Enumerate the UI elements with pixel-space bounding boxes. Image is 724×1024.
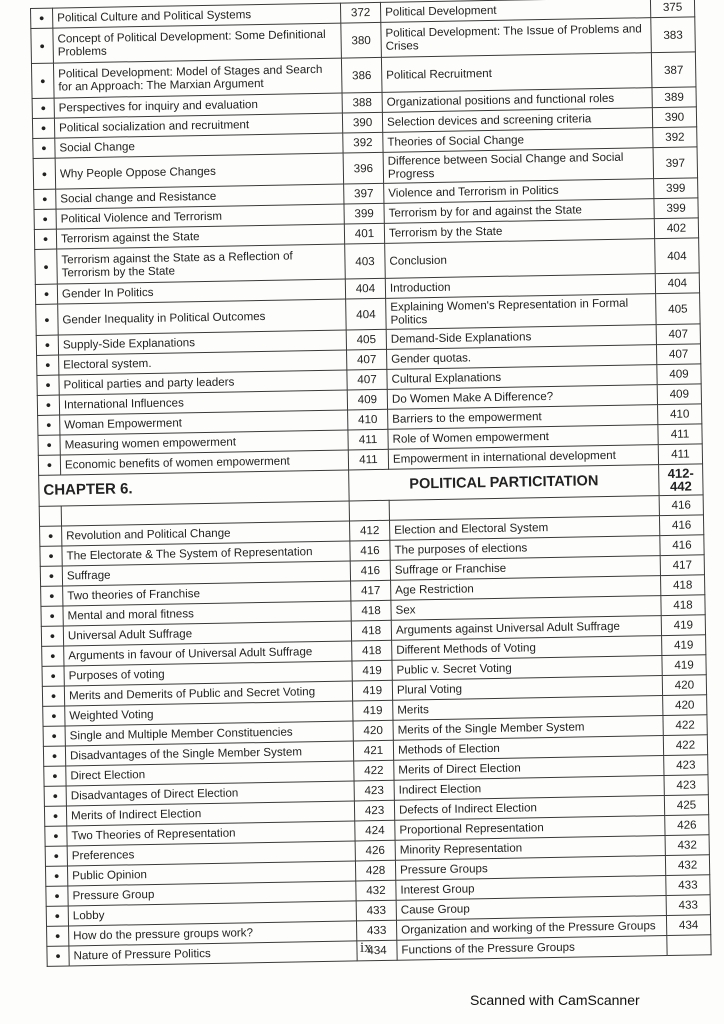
chapter-page-range: 412-442 [659,464,704,496]
toc-rows-before-chapter [31,0,703,475]
left-topic: Universal Adult Suffrage [63,621,351,646]
bullet-cell [44,806,66,826]
bullet-icon: ● [40,102,47,113]
right-topic: Demand-Side Explanations [386,325,656,350]
bullet-icon: ● [52,770,58,781]
bullet-icon: ● [42,193,48,204]
scanner-watermark: Scanned with CamScanner [470,992,640,1008]
right-page-number: 392 [653,127,697,148]
right-topic: Empowerment in international development [388,445,658,470]
toc-table [30,0,712,967]
right-topic: Terrorism by the State [384,219,654,244]
right-topic: Functions of the Pressure Groups [397,936,667,961]
bullet-cell [34,229,56,249]
right-topic: Interest Group [396,876,666,901]
right-topic: Explaining Women's Representation in Formal Politics [386,294,656,330]
right-topic: Introduction [385,274,655,299]
bullet-cell [41,586,63,606]
left-page-number [349,500,389,521]
bullet-cell [44,766,66,786]
right-page-number: 422 [663,735,707,756]
right-topic: Political Recruitment [381,53,652,93]
left-topic: Arguments in favour of Universal Adult Suffrage [64,641,352,666]
right-page-number: 407 [656,324,700,345]
bullet-cell [35,249,58,284]
right-page-number: 397 [653,147,698,179]
left-topic: Preferences [67,841,355,866]
bullet-cell [41,606,63,626]
right-topic: Defects of Indirect Election [394,796,664,821]
right-page-number: 420 [662,675,706,696]
right-page-number: 422 [663,715,707,736]
bullet-cell [39,506,61,526]
left-page-number: 424 [355,820,395,841]
left-page-number: 419 [353,700,393,721]
left-page-number: 407 [347,369,387,390]
right-page-number: 411 [658,444,702,465]
bullet-cell [37,375,59,395]
right-page-number [667,935,711,956]
bullet-cell [46,906,68,926]
right-page-number: 399 [654,198,698,219]
right-topic: Merits of the Single Member System [393,716,663,741]
left-page-number: 412 [350,520,390,541]
left-page-number: 423 [354,780,394,801]
bullet-cell [37,355,59,375]
bullet-icon: ● [45,379,51,390]
bullet-icon: ● [51,750,58,761]
right-page-number: 399 [654,178,698,199]
left-topic: Two theories of Franchise [63,581,351,606]
right-page-number: 416 [660,535,704,556]
page-number: ix [360,940,372,956]
left-topic: Pressure Group [68,881,356,906]
bullet-cell [45,866,67,886]
bullet-cell [37,395,59,415]
left-topic: Weighted Voting [65,701,353,726]
bullet-icon: ● [42,213,48,224]
left-page-number: 404 [346,298,387,330]
bullet-cell [42,686,64,706]
left-topic: Concept of Political Development: Some Definitional Problems [53,23,342,63]
right-page-number: 423 [664,775,708,796]
right-page-number: 383 [651,17,696,53]
left-topic: Purposes of voting [64,661,352,686]
bullet-cell [42,666,64,686]
bullet-icon: ● [40,122,47,133]
bullet-icon: ● [47,530,54,541]
bullet-icon: ● [39,75,46,86]
right-topic: Terrorism by for and against the State [384,199,654,224]
left-page-number: 407 [347,349,387,370]
left-page-number: 401 [344,223,384,244]
right-page-number: 419 [661,615,705,636]
left-page-number: 410 [348,409,388,430]
left-page-number: 405 [346,329,386,350]
right-topic: Cause Group [396,896,666,921]
bullet-cell [35,284,57,304]
left-topic: The Electorate & The System of Representation [62,541,350,566]
right-page-number: 404 [655,273,699,294]
right-topic: Organizational positions and functional roles [382,88,652,113]
left-page-number: 433 [356,920,396,941]
right-page-number: 410 [658,404,702,425]
right-topic: Theories of Social Change [383,128,653,153]
right-topic: Minority Representation [395,836,665,861]
right-page-number: 419 [662,635,706,656]
left-topic: Terrorism against the State as a Reflection of Terrorism by the State [57,244,346,284]
left-page-number: 418 [351,620,391,641]
bullet-icon: ● [51,710,57,721]
bullet-icon: ● [54,890,60,901]
chapter-label: CHAPTER 6. [43,480,133,499]
bullet-cell [38,455,60,475]
bullet-cell [31,8,53,28]
left-page-number: 422 [354,760,394,781]
bullet-icon: ● [51,730,58,741]
left-topic: Terrorism against the State [56,224,344,249]
left-page-number: 418 [352,640,392,661]
left-page-number: 403 [345,243,386,279]
right-topic: Methods of Election [393,736,663,761]
right-topic: Organization and working of the Pressure Groups [396,916,666,941]
bullet-icon: ● [48,570,55,581]
left-page-number: 421 [353,740,393,761]
left-topic: Political Culture and Political Systems [53,3,341,28]
toc-rows-chapter-6 [39,495,711,967]
right-topic: Pressure Groups [395,856,665,881]
right-topic: Plural Voting [392,676,662,701]
right-page-number: 375 [650,0,694,18]
bullet-cell [40,546,62,566]
left-page-number: 396 [343,152,384,184]
left-page-number: 423 [354,800,394,821]
bullet-cell [47,946,69,966]
bullet-cell [32,98,54,118]
right-topic: Conclusion [385,239,656,279]
left-topic: How do the pressure groups work? [69,921,357,946]
left-topic: Political parties and party leaders [59,370,347,395]
right-topic: Violence and Terrorism in Politics [384,179,654,204]
bullet-icon: ● [41,142,47,153]
table-of-contents [30,0,711,967]
left-page-number: 399 [344,203,384,224]
right-topic: Arguments against Universal Adult Suffrage [391,616,661,641]
right-page-number: 404 [655,238,700,274]
left-topic: Merits of Indirect Election [66,801,354,826]
bullet-icon: ● [50,650,56,661]
bullet-cell [34,209,56,229]
right-page-number: 389 [652,87,696,108]
left-topic: Political Violence and Terrorism [56,204,344,229]
right-topic: Suffrage or Franchise [390,556,660,581]
right-page-number: 402 [654,218,698,239]
right-page-number: 409 [657,364,701,385]
right-topic: Political Development: The Issue of Problems and Crises [381,18,652,58]
left-page-number: 397 [344,183,384,204]
bullet-icon: ● [50,670,56,681]
left-topic: Perspectives for inquiry and evaluation [54,93,342,118]
bullet-cell [33,138,55,158]
bullet-cell [36,335,58,355]
right-page-number: 419 [662,655,706,676]
bullet-icon: ● [39,40,45,51]
right-page-number: 434 [666,915,710,936]
left-page-number: 392 [343,132,383,153]
left-topic: Why People Oppose Changes [55,153,343,189]
right-topic: Role of Women empowerment [388,425,658,450]
left-topic: Single and Multiple Member Constituencies [65,721,353,746]
bullet-icon: ● [53,850,60,861]
left-page-number: 417 [351,580,391,601]
right-topic: Merits of Direct Election [394,756,664,781]
bullet-icon: ● [45,419,52,430]
right-topic: Public v. Secret Voting [392,656,662,681]
left-topic: Supply-Side Explanations [58,330,346,355]
bullet-icon: ● [44,359,51,370]
right-page-number: 409 [657,384,701,405]
bullet-cell [42,646,64,666]
right-topic: Difference between Social Change and Social Progress [383,148,653,184]
left-page-number: 416 [350,560,390,581]
right-page-number: 423 [664,755,708,776]
right-page-number: 433 [666,875,710,896]
right-topic: Political Development [380,0,650,22]
left-topic: Public Opinion [67,861,355,886]
right-topic: Different Methods of Voting [392,636,662,661]
bullet-cell [31,63,54,98]
left-topic: Political Development: Model of Stages and Search for an Approach: The Marxian Argument [53,58,342,98]
left-page-number: 372 [340,2,380,23]
left-topic: Electoral system. [59,350,347,375]
bullet-cell [41,626,63,646]
right-topic: Election and Electoral System [389,516,659,541]
left-page-number: 426 [355,840,395,861]
left-page-number: 434 [357,940,397,961]
right-topic: The purposes of elections [390,536,660,561]
bullet-cell [36,304,59,335]
bullet-cell [43,726,65,746]
left-topic: Revolution and Political Change [62,521,350,546]
right-page-number: 418 [661,575,705,596]
left-page-number: 388 [342,92,382,113]
bullet-cell [40,526,62,546]
bullet-icon: ● [54,910,61,921]
right-topic: Cultural Explanations [387,365,657,390]
right-topic: Proportional Representation [395,816,665,841]
left-topic: Gender In Politics [57,279,345,304]
left-topic: Measuring women empowerment [60,430,348,455]
left-page-number: 419 [352,680,392,701]
bullet-icon: ● [46,459,53,470]
left-page-number: 432 [356,880,396,901]
left-page-number: 404 [345,278,385,299]
left-page-number: 409 [347,389,387,410]
left-topic: Social Change [55,133,343,158]
right-topic: Do Women Make A Difference? [387,385,657,410]
right-page-number: 416 [659,495,703,516]
right-page-number: 417 [660,555,704,576]
left-topic: Nature of Pressure Politics [69,941,357,966]
right-topic: Merits [393,696,663,721]
bullet-icon: ● [44,314,50,325]
bullet-cell [32,118,54,138]
left-page-number: 386 [341,57,382,93]
right-topic: Indirect Election [394,776,664,801]
bullet-icon: ● [50,690,57,701]
bullet-cell [44,786,66,806]
left-page-number: 380 [341,22,382,58]
right-topic: Age Restriction [391,576,661,601]
left-topic: International Influences [59,390,347,415]
left-page-number: 390 [342,112,382,133]
right-page-number: 426 [665,815,709,836]
bullet-cell [34,189,56,209]
bullet-cell [45,826,67,846]
left-page-number: 416 [350,540,390,561]
left-page-number: 420 [353,720,393,741]
right-page-number: 432 [665,835,709,856]
bullet-icon: ● [52,810,59,821]
left-page-number: 411 [348,429,388,450]
left-topic: Two Theories of Representation [67,821,355,846]
bullet-cell [38,435,60,455]
right-page-number: 387 [651,52,696,88]
bullet-icon: ● [54,930,61,941]
right-page-number: 420 [663,695,707,716]
bullet-icon: ● [45,399,52,410]
left-topic: Lobby [68,901,356,926]
right-topic: Gender quotas. [387,345,657,370]
left-topic: Disadvantages of Direct Election [66,781,354,806]
right-topic: Barriers to the empowerment [388,405,658,430]
left-topic: Gender Inequality in Political Outcomes [58,299,346,335]
left-topic: Direct Election [66,761,354,786]
left-page-number: 418 [351,600,391,621]
bullet-cell [43,706,65,726]
right-page-number: 407 [656,344,700,365]
bullet-icon: ● [44,339,51,350]
left-page-number: 428 [355,860,395,881]
right-page-number: 432 [665,855,709,876]
bullet-cell [46,886,68,906]
bullet-icon: ● [53,830,59,841]
right-page-number: 416 [659,515,703,536]
bullet-icon: ● [52,790,59,801]
left-topic: Woman Empowerment [60,410,348,435]
bullet-cell [47,926,69,946]
bullet-icon: ● [49,630,56,641]
bullet-cell [33,158,56,189]
right-page-number: 418 [661,595,705,616]
left-topic: Disadvantages of the Single Member System [65,741,353,766]
right-page-number: 411 [658,424,702,445]
bullet-icon: ● [55,950,61,961]
right-page-number: 425 [664,795,708,816]
right-topic: Sex [391,596,661,621]
right-page-number: 405 [656,293,701,325]
right-page-number: 433 [666,895,710,916]
bullet-icon: ● [42,233,49,244]
left-page-number: 419 [352,660,392,681]
bullet-icon: ● [49,610,55,621]
left-page-number: 433 [356,900,396,921]
bullet-cell [38,415,60,435]
chapter-title: POLITICAL PARTICITATION [349,465,659,501]
left-topic: Merits and Demerits of Public and Secret Voting [64,681,352,706]
left-topic: Political socialization and recruitment [54,113,342,138]
left-topic: Economic benefits of women empowerment [60,450,348,475]
bullet-cell [40,566,62,586]
left-page-number: 411 [348,449,388,470]
left-topic: Suffrage [62,561,350,586]
bullet-icon: ● [48,550,54,561]
bullet-cell [45,846,67,866]
bullet-icon: ● [53,870,60,881]
bullet-icon: ● [41,168,48,179]
left-topic: Social change and Resistance [56,184,344,209]
left-topic: Mental and moral fitness [63,601,351,626]
right-topic: Selection devices and screening criteria [382,108,652,133]
bullet-icon: ● [43,261,49,272]
bullet-cell [31,28,54,63]
bullet-icon: ● [48,590,55,601]
bullet-icon: ● [38,12,45,23]
right-page-number: 390 [652,107,696,128]
bullet-icon: ● [46,439,52,450]
bullet-icon: ● [43,288,50,299]
bullet-cell [43,746,65,766]
